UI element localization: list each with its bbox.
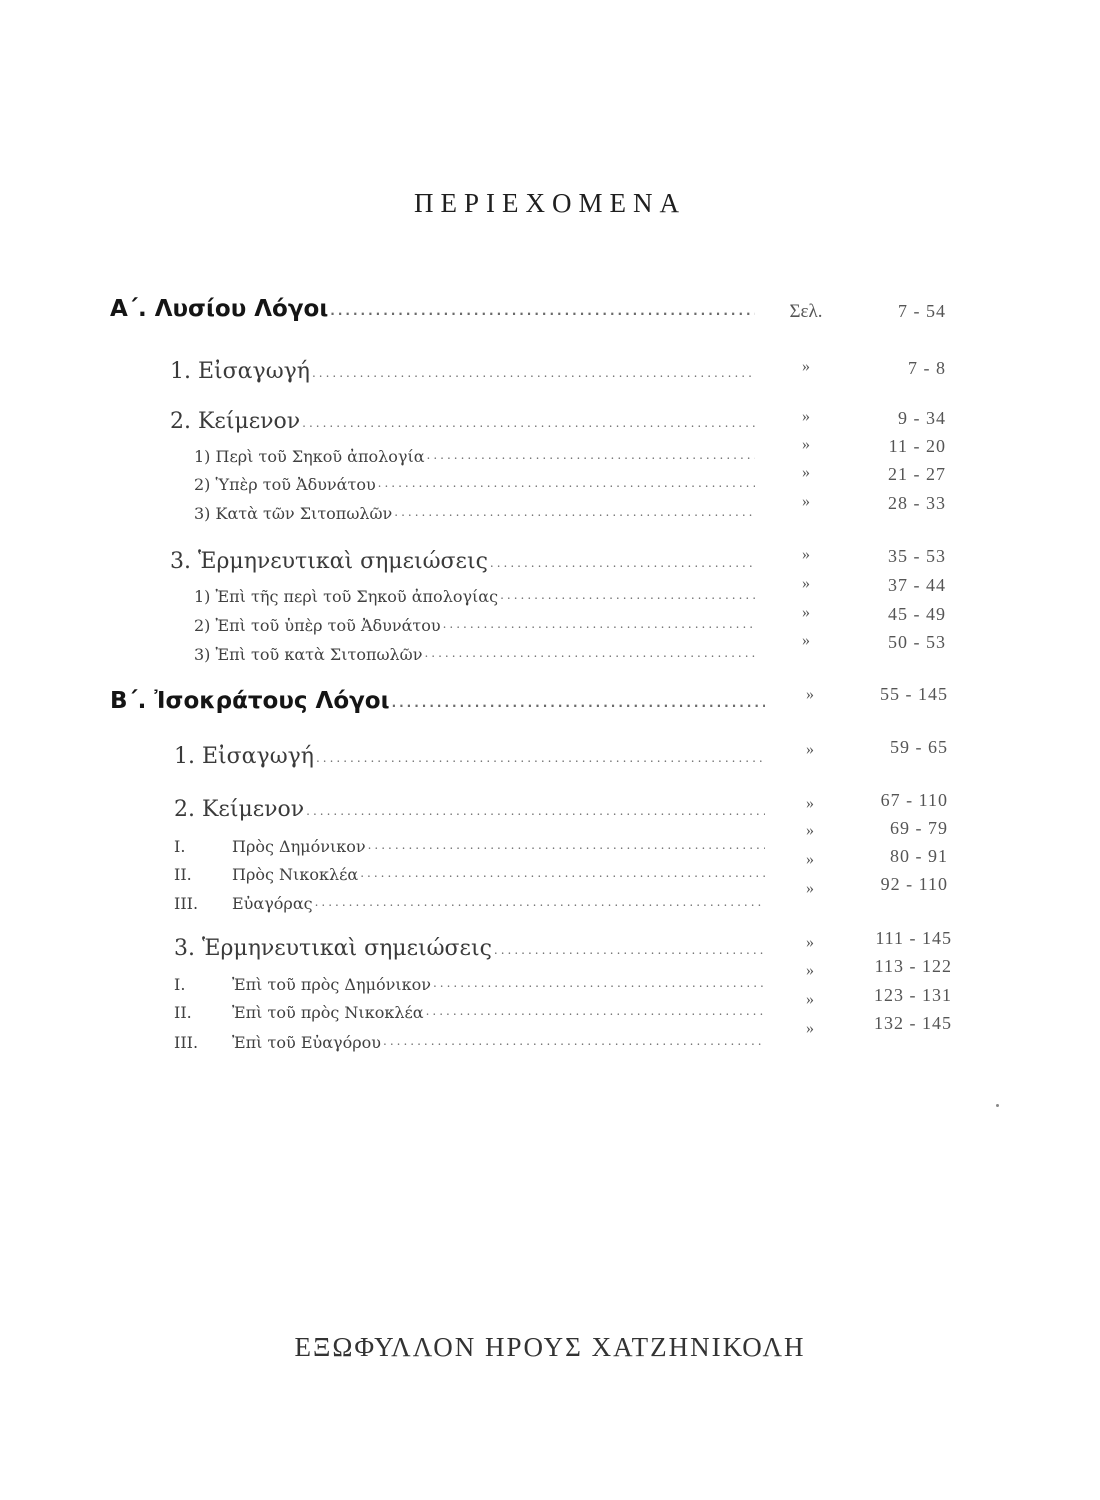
item-text: Πρὸς Δημόνικον (232, 837, 366, 856)
page-range: 69 - 79 (890, 818, 948, 838)
item-number: 3) (194, 504, 211, 523)
ditto-mark: » (806, 822, 814, 839)
ditto-mark: » (806, 741, 814, 758)
leader-dots (433, 976, 765, 990)
toc-subentry (174, 1026, 765, 1052)
page-range: 21 - 27 (888, 464, 946, 484)
roman-numeral: I. (174, 837, 186, 856)
leader-dots (315, 895, 765, 909)
ditto-mark: » (802, 604, 810, 621)
page-range: 92 - 110 (880, 874, 948, 894)
roman-numeral: II. (174, 865, 192, 884)
page-range: 55 - 145 (880, 684, 948, 704)
leader-dots (500, 588, 755, 602)
ditto-mark: » (802, 546, 810, 563)
ditto-mark: » (802, 464, 810, 481)
page-range: 7 - 54 (898, 301, 946, 321)
toc-entry-label: 3. Ἑρμηνευτικαὶ σημειώσεις (174, 936, 492, 961)
ditto-mark: » (806, 991, 814, 1008)
leader-dots (316, 751, 765, 765)
leader-dots (443, 617, 755, 631)
ditto-mark: » (802, 575, 810, 592)
ditto-mark: » (802, 408, 810, 425)
item-text: Ἐπὶ τοῦ πρὸς Δημόνικον (232, 975, 431, 994)
item-text: Εὐαγόρας (232, 894, 313, 913)
roman-numeral: III. (174, 894, 199, 913)
ditto-mark: » (802, 632, 810, 649)
leader-dots (426, 1004, 765, 1018)
roman-numeral: II. (174, 1003, 192, 1022)
item-number: 1) (194, 447, 211, 466)
item-number: 2) (194, 475, 211, 494)
ditto-mark: » (806, 880, 814, 897)
page-range: 35 - 53 (888, 546, 946, 566)
leader-dots (494, 943, 765, 957)
leader-dots (302, 416, 755, 430)
page-range: 80 - 91 (890, 846, 948, 866)
item-text: Ἐπὶ τοῦ πρὸς Νικοκλέα (232, 1003, 424, 1022)
page-range: 59 - 65 (890, 737, 948, 757)
page-range: 132 - 145 (874, 1013, 952, 1033)
leader-dots (368, 838, 765, 852)
toc-section-label: Β΄. Ἰσοκράτους Λόγοι (110, 688, 390, 714)
item-number: 2) (194, 616, 211, 635)
toc-entry (174, 743, 765, 769)
toc-entry (170, 408, 755, 434)
item-number: 3) (194, 645, 211, 664)
page-range: 9 - 34 (898, 408, 946, 428)
toc-entry (170, 358, 755, 384)
item-text: Ἐπὶ τοῦ ὑπὲρ τοῦ Ἀδυνάτου (215, 616, 441, 635)
toc-entry-label: 1. Εἰσαγωγή (174, 744, 314, 769)
paper-speck (996, 1104, 999, 1107)
leader-dots (312, 366, 755, 380)
leader-dots (378, 476, 755, 490)
roman-numeral: III. (174, 1033, 199, 1052)
ditto-mark: » (802, 358, 810, 375)
leader-dots (427, 448, 755, 462)
cover-credit: ΕΞΩΦΥΛΛΟΝ ΗΡΟΥΣ ΧΑΤΖΗΝΙΚΟΛΗ (294, 1332, 806, 1362)
page-range: 67 - 110 (880, 790, 948, 810)
leader-dots (394, 505, 755, 519)
ditto-mark: » (806, 934, 814, 951)
page-range: 45 - 49 (888, 604, 946, 624)
item-text: Πρὸς Νικοκλέα (232, 865, 359, 884)
leader-dots (383, 1034, 765, 1048)
toc-entry-label: 1. Εἰσαγωγή (170, 359, 310, 384)
toc-subentry (194, 638, 755, 664)
page-range: 123 - 131 (874, 985, 952, 1005)
ditto-mark: » (802, 436, 810, 453)
leader-dots (424, 646, 755, 660)
toc-subentry (194, 440, 755, 466)
toc-section-label: Α΄. Λυσίου Λόγοι (110, 296, 329, 322)
item-text: Περὶ τοῦ Σηκοῦ ἀπολογία (215, 447, 425, 466)
toc-subentry (194, 497, 755, 523)
page-range: 50 - 53 (888, 632, 946, 652)
toc-entry (170, 548, 755, 574)
item-text: Ἐπὶ τοῦ κατὰ Σιτοπωλῶν (215, 645, 423, 664)
leader-dots (392, 696, 765, 710)
leader-dots (490, 556, 755, 570)
item-text: Κατὰ τῶν Σιτοπωλῶν (215, 504, 393, 523)
ditto-mark: » (802, 493, 810, 510)
page-range: 11 - 20 (888, 436, 946, 456)
ditto-mark: » (806, 795, 814, 812)
toc-subentry (174, 996, 765, 1022)
page-range: 7 - 8 (908, 358, 946, 378)
toc-subentry (174, 968, 765, 994)
toc-subentry (194, 609, 755, 635)
item-number: 1) (194, 587, 211, 606)
leader-dots (330, 304, 755, 318)
toc-entry-label: 2. Κείμενον (174, 797, 305, 822)
toc-subentry (174, 887, 765, 913)
page-title: ΠΕΡΙΕΧΟΜΕΝΑ (414, 188, 686, 218)
toc-entry-label: 2. Κείμενον (170, 409, 301, 434)
toc-subentry (174, 858, 765, 884)
toc-entry-label: 3. Ἑρμηνευτικαὶ σημειώσεις (170, 549, 488, 574)
toc-section-b (110, 688, 765, 714)
toc-subentry (194, 580, 755, 606)
page-range: 37 - 44 (888, 575, 946, 595)
toc-subentry (174, 830, 765, 856)
toc-entry (174, 796, 765, 822)
page-abbrev: Σελ. (789, 301, 823, 322)
toc-section-a (110, 296, 755, 322)
ditto-mark: » (806, 851, 814, 868)
roman-numeral: I. (174, 975, 186, 994)
item-text: Ἐπὶ τοῦ Εὐαγόρου (232, 1033, 381, 1052)
page-range: 28 - 33 (888, 493, 946, 513)
ditto-mark: » (806, 686, 814, 703)
toc-subentry (194, 468, 755, 494)
ditto-mark: » (806, 962, 814, 979)
item-text: Ὑπὲρ τοῦ Ἀδυνάτου (215, 475, 376, 494)
ditto-mark: » (806, 1020, 814, 1037)
item-text: Ἐπὶ τῆς περὶ τοῦ Σηκοῦ ἀπολογίας (215, 587, 499, 606)
toc-entry (174, 935, 765, 961)
page-range: 111 - 145 (875, 928, 952, 948)
leader-dots (360, 866, 765, 880)
leader-dots (306, 804, 765, 818)
page-range: 113 - 122 (874, 956, 952, 976)
